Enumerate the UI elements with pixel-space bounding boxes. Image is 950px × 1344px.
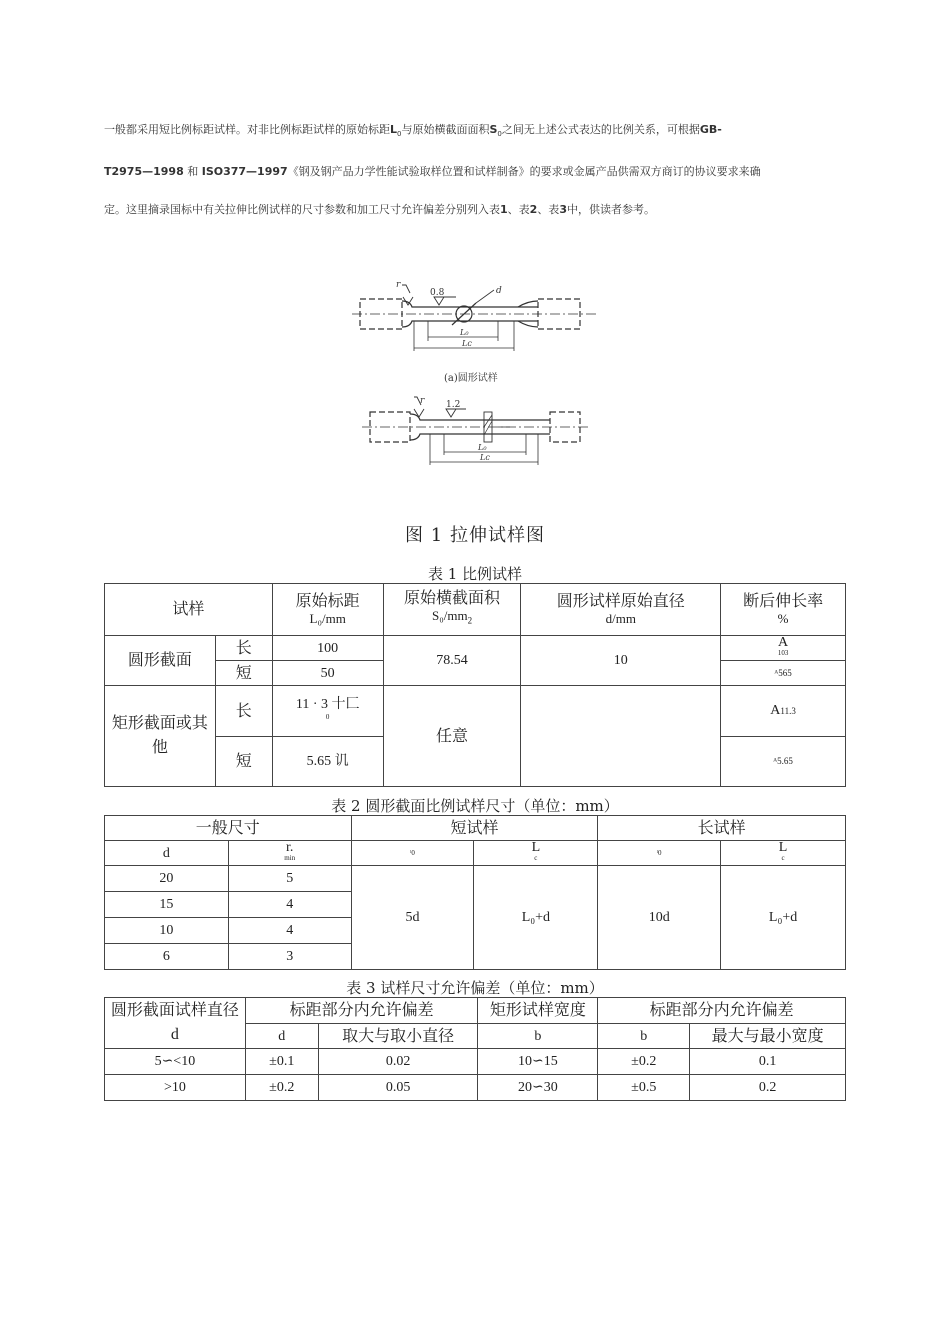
text: 原始横截面积 <box>404 589 501 607</box>
paragraph-line-1 <box>104 111 849 153</box>
text: 、表 <box>507 203 530 217</box>
table-row-r: 3 <box>228 944 351 970</box>
table-row-btol: ±0.2 <box>598 1049 690 1075</box>
round-long-gauge: 100 <box>272 636 383 661</box>
text: 0 <box>497 130 502 139</box>
text: T2975—1998 <box>104 165 184 179</box>
text: 圆形试样原始直径 <box>556 592 685 610</box>
paragraph-line-3 <box>104 191 849 229</box>
table-row-width: 10∽15 <box>478 1049 598 1075</box>
label-short: 短 <box>215 661 272 686</box>
th-d: d <box>245 1024 318 1049</box>
th-specimen: 试样 <box>105 584 273 636</box>
rect-area: 任意 <box>383 686 521 787</box>
table-row-d: 6 <box>105 944 229 970</box>
table-row-btol: ±0.5 <box>598 1075 690 1101</box>
short-lc: L₀+d <box>474 866 598 970</box>
th-diameter: 圆形截面试样直径 d <box>105 998 246 1049</box>
long-l0: 10d <box>598 866 721 970</box>
text: 与原始横截面面积 <box>401 123 490 136</box>
text: 定。这里摘录国标中有关拉伸比例试样的尺寸参数和加工尺寸允许偏差分别列入表 <box>104 203 500 217</box>
rect-long-gauge <box>272 686 383 737</box>
long-lc: L₀+d <box>721 866 846 970</box>
th-tol-width: 标距部分内允许偏差 <box>598 998 846 1024</box>
text: L <box>778 840 788 855</box>
text: r. <box>286 840 294 855</box>
table3 <box>104 997 846 1101</box>
label-l0-b: L₀ <box>478 443 487 452</box>
short-l0: 5d <box>351 866 474 970</box>
table1-title: 表 1 比例试样 <box>427 565 523 583</box>
row-rect: 矩形截面或其他 <box>105 686 216 787</box>
text: ISO377—1997 <box>201 165 288 179</box>
th-gauge <box>272 584 383 636</box>
th-area <box>383 584 521 636</box>
th-b2: b <box>598 1024 690 1049</box>
label-lc-b: Lᴄ <box>480 453 490 462</box>
table-row-ddiff: 0.02 <box>318 1049 478 1075</box>
text: L <box>531 840 541 855</box>
text: 11 · 3 十匚 <box>295 697 360 712</box>
table-row-diam: >10 <box>105 1075 246 1101</box>
text: 11.3 <box>780 706 796 716</box>
label-lc-a: Lᴄ <box>462 339 472 348</box>
table-row-dtol: ±0.1 <box>245 1049 318 1075</box>
th-short: 短试样 <box>351 816 598 841</box>
round-short-elongation: ᴬ565 <box>721 661 846 686</box>
body-paragraph <box>104 111 849 229</box>
th-general: 一般尺寸 <box>105 816 352 841</box>
text: 0 <box>325 713 330 721</box>
text: 0 <box>397 130 402 139</box>
table-row-r: 5 <box>228 866 351 892</box>
th-long-lc <box>721 841 846 866</box>
text: 原始标距 <box>295 592 360 610</box>
text: 中，供读者参考。 <box>566 203 655 217</box>
th-maxmin-d: 取大与取小直径 <box>318 1024 478 1049</box>
th-tol-diameter: 标距部分内允许偏差 <box>245 998 478 1024</box>
th-short-lc <box>474 841 598 866</box>
label-r-b: r <box>420 396 425 406</box>
text: 2 <box>529 203 538 217</box>
rect-short-gauge: 5.65 讥 <box>272 737 383 787</box>
text: 断后伸长率 <box>743 592 824 610</box>
table3-title: 表 3 试样尺寸允许偏差（单位：mm） <box>346 979 604 997</box>
table-row-d: 10 <box>105 918 229 944</box>
text: S <box>489 123 498 136</box>
round-area: 78.54 <box>383 636 521 686</box>
th-long-l0: ˡ0 <box>598 841 721 866</box>
label-d-a: d <box>496 286 502 296</box>
th-long: 长试样 <box>598 816 846 841</box>
round-diameter: 10 <box>521 636 721 686</box>
th-d: d <box>105 841 229 866</box>
th-b: b <box>478 1024 598 1049</box>
table-row-bdiff: 0.1 <box>690 1049 846 1075</box>
text: L₀/mm <box>309 610 346 626</box>
text <box>384 607 521 630</box>
label-roughness-b: 1.2 <box>446 400 461 410</box>
text: S₀/mm <box>431 607 468 623</box>
text: L <box>390 123 398 136</box>
table2 <box>104 815 846 970</box>
label-long: 长 <box>215 636 272 661</box>
text: 和 <box>187 165 199 179</box>
table1 <box>104 583 846 787</box>
th-elongation <box>721 584 846 636</box>
text: 3 <box>559 203 567 217</box>
text: 103 <box>777 649 789 657</box>
table-row-r: 4 <box>228 892 351 918</box>
text: GB- <box>699 123 722 136</box>
table-row-bdiff: 0.2 <box>690 1075 846 1101</box>
th-width: 矩形试样宽度 <box>478 998 598 1024</box>
round-long-elongation <box>721 636 846 661</box>
text: d/mm <box>605 610 636 626</box>
table-row-ddiff: 0.05 <box>318 1075 478 1101</box>
table-row-width: 20∽30 <box>478 1075 598 1101</box>
text: A <box>770 703 781 718</box>
round-short-gauge: 50 <box>272 661 383 686</box>
text: c <box>781 854 785 862</box>
th-r <box>228 841 351 866</box>
text: 一般都采用短比例标距试样。对非比例标距试样的原始标距 <box>104 123 390 136</box>
tensile-specimen-figure <box>348 275 608 495</box>
label-l0-a: L₀ <box>460 328 469 337</box>
rect-diameter <box>521 686 721 787</box>
text: 《钢及钢产品力学性能试验取样位置和试样制备》的要求或金属产品供需双方商订的协议要求来确 <box>287 165 761 179</box>
label-short: 短 <box>215 737 272 787</box>
table-row-diam: 5∽<10 <box>105 1049 246 1075</box>
table2-title: 表 2 圆形截面比例试样尺寸（单位：mm） <box>331 797 619 815</box>
table-row-r: 4 <box>228 918 351 944</box>
table-row-dtol: ±0.2 <box>245 1075 318 1101</box>
label-roughness-a: 0.8 <box>430 288 445 298</box>
label-long: 长 <box>215 686 272 737</box>
th-short-l0: ˡ0 <box>351 841 474 866</box>
table-row-d: 20 <box>105 866 229 892</box>
row-round: 圆形截面 <box>105 636 216 686</box>
text: % <box>777 610 789 626</box>
th-diameter <box>521 584 721 636</box>
label-r-a: r <box>396 280 401 290</box>
table-row-d: 15 <box>105 892 229 918</box>
figure-caption: 图 1 拉伸试样图 <box>405 525 545 546</box>
text: A <box>778 635 789 650</box>
text: 之间无上述公式表达的比例关系，可根据 <box>501 123 700 136</box>
rect-long-elongation <box>721 686 846 737</box>
text: c <box>534 854 538 862</box>
caption-a: (a)圆形试样 <box>444 373 498 384</box>
rect-short-elongation: ᴬ5.65 <box>721 737 846 787</box>
text: 、表 <box>537 203 560 217</box>
text: min <box>284 854 296 862</box>
text: 1 <box>500 203 508 217</box>
text: 2 <box>467 615 473 626</box>
paragraph-line-2 <box>104 153 849 191</box>
th-maxmin-w: 最大与最小宽度 <box>690 1024 846 1049</box>
